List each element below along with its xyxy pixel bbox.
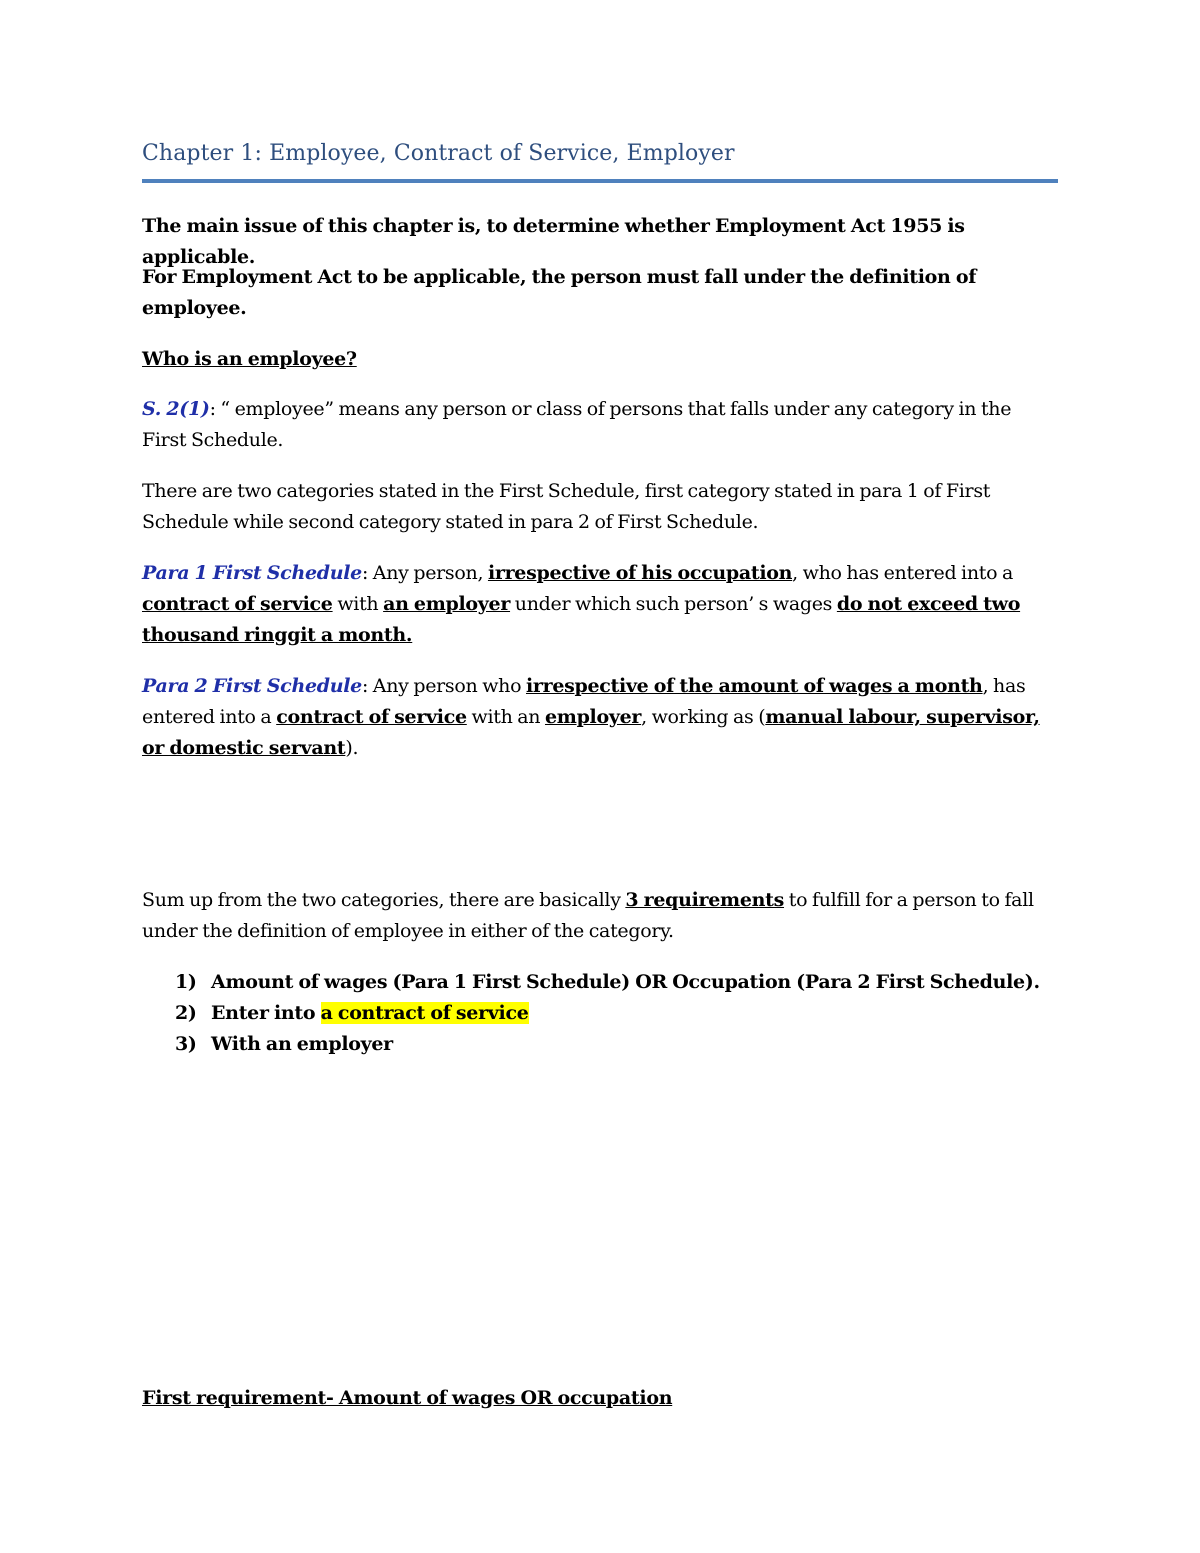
para-1-text-2: , who has entered into a [792,562,1014,584]
sum-up-text-1: Sum up from the two categories, there are basically [142,889,626,911]
para-2-underline-2: contract of service [276,706,467,728]
two-categories-paragraph: There are two categories stated in the First Schedule, first category stated in para 1 of First Schedule while second category stated in para 2 of First Schedule. [142,480,991,533]
who-is-employee-heading: Who is an employee? [142,348,357,370]
para-2-underline-4: manual labour, supervisor, or domestic servant [142,706,1040,759]
para-2-text-3: with an [466,706,545,728]
requirement-text: Enter into [211,1002,321,1024]
chapter-heading: Chapter 1: Employee, Contract of Service, Employer [142,141,735,166]
para-2-paragraph [142,671,1047,764]
para-1-underline-1: irrespective of his occupation [487,562,793,584]
section-citation: S. 2(1) [142,398,210,420]
para-1-citation: Para 1 First Schedule [142,562,362,584]
applicability-paragraph: For Employment Act to be applicable, the person must fall under the definition of employee. [142,266,977,319]
para-2-text-1: : Any person who [361,675,526,697]
para-2-text-4: , working as ( [641,706,766,728]
para-1-text-1: : Any person, [361,562,488,584]
para-1-text-3: with [332,593,384,615]
sum-up-underline: 3 requirements [625,889,785,911]
requirement-number: 1) [175,971,197,993]
first-requirement-heading: First requirement- Amount of wages OR occupation [142,1387,673,1409]
para-1-underline-3: an employer [383,593,511,615]
para-2-citation: Para 2 First Schedule [142,675,362,697]
requirement-number: 2) [175,1002,197,1024]
requirements-list [175,967,1055,1060]
requirement-item [175,1029,1055,1060]
para-1-text-4: under which such person’ s wages [510,593,837,615]
requirement-item [175,998,1055,1029]
requirement-item [175,967,1055,998]
para-1-underline-2: contract of service [142,593,333,615]
para-2-underline-3: employer [544,706,642,728]
para-2-underline-1: irrespective of the amount of wages a month [525,675,983,697]
heading-underline-rule [142,179,1058,183]
sum-up-paragraph [142,885,1052,947]
requirement-text: With an employer [211,1033,393,1055]
para-2-text-5: ). [345,737,359,759]
para-2-text-2: , has entered into a [142,675,1026,728]
sum-up-text-2: to fulfill for a person to fall under the definition of employee in either of the category. [142,889,1034,942]
section-text: : “ employee” means any person or class of persons that falls under any category in the First Schedule. [142,398,1012,451]
highlighted-text: a contract of service [320,1002,529,1024]
main-issue-paragraph: The main issue of this chapter is, to determine whether Employment Act 1955 is applicable. [142,215,965,268]
requirement-text: Amount of wages (Para 1 First Schedule) OR Occupation (Para 2 First Schedule). [211,971,1040,993]
requirement-number: 3) [175,1033,197,1055]
para-1-paragraph [142,558,1032,651]
para-1-underline-4: do not exceed two thousand ringgit a month. [142,593,1021,646]
section-2-1-paragraph [142,394,1058,456]
